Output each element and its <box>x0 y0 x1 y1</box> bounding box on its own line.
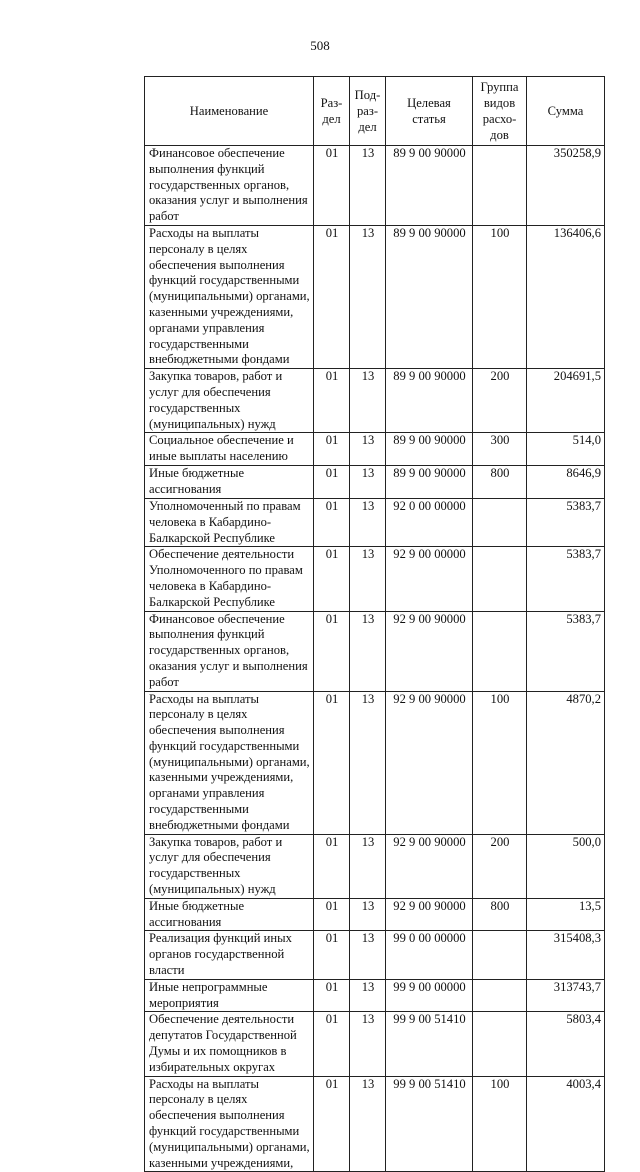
header-name: Наименование <box>145 77 314 146</box>
cell-subsection: 13 <box>350 931 386 979</box>
table-row <box>145 691 605 834</box>
table-row <box>145 979 605 1012</box>
header-subsection: Под- раз- дел <box>350 77 386 146</box>
table-row <box>145 466 605 499</box>
cell-group <box>473 611 527 691</box>
header-row <box>145 77 605 146</box>
cell-section: 01 <box>314 898 350 931</box>
cell-sum: 500,0 <box>527 834 605 898</box>
cell-subsection: 13 <box>350 611 386 691</box>
header-section: Раз- дел <box>314 77 350 146</box>
table-row <box>145 931 605 979</box>
cell-subsection: 13 <box>350 146 386 226</box>
cell-sum: 5803,4 <box>527 1012 605 1076</box>
cell-subsection: 13 <box>350 498 386 546</box>
cell-name: Обеспечение деятельности депутатов Государственной Думы и их помощников в избирательных округах <box>145 1012 314 1076</box>
cell-target: 92 0 00 00000 <box>386 498 473 546</box>
cell-group: 300 <box>473 433 527 466</box>
cell-target: 99 9 00 51410 <box>386 1012 473 1076</box>
cell-target: 92 9 00 90000 <box>386 691 473 834</box>
cell-subsection: 13 <box>350 369 386 433</box>
table-row <box>145 225 605 368</box>
cell-subsection: 13 <box>350 834 386 898</box>
page-number: 508 <box>310 38 330 53</box>
cell-group: 100 <box>473 225 527 368</box>
table-row <box>145 1012 605 1076</box>
cell-name: Расходы на выплаты персоналу в целях обеспечения выполнения функций государственными (муниципальными) органами, казенными учреждениями, <box>145 1076 314 1172</box>
cell-sum: 4870,2 <box>527 691 605 834</box>
cell-sum: 204691,5 <box>527 369 605 433</box>
cell-target: 89 9 00 90000 <box>386 146 473 226</box>
table-row <box>145 898 605 931</box>
cell-section: 01 <box>314 466 350 499</box>
cell-section: 01 <box>314 547 350 611</box>
cell-name: Закупка товаров, работ и услуг для обеспечения государственных (муниципальных) нужд <box>145 834 314 898</box>
cell-target: 92 9 00 90000 <box>386 898 473 931</box>
cell-group <box>473 547 527 611</box>
cell-name: Иные непрограммные мероприятия <box>145 979 314 1012</box>
cell-group <box>473 931 527 979</box>
cell-target: 99 9 00 51410 <box>386 1076 473 1172</box>
cell-group <box>473 146 527 226</box>
cell-subsection: 13 <box>350 691 386 834</box>
cell-subsection: 13 <box>350 1012 386 1076</box>
cell-sum: 313743,7 <box>527 979 605 1012</box>
cell-name: Социальное обеспечение и иные выплаты населению <box>145 433 314 466</box>
cell-sum: 5383,7 <box>527 611 605 691</box>
cell-sum: 136406,6 <box>527 225 605 368</box>
cell-group: 800 <box>473 466 527 499</box>
cell-target: 89 9 00 90000 <box>386 369 473 433</box>
table-row <box>145 498 605 546</box>
header-sum: Сумма <box>527 77 605 146</box>
cell-section: 01 <box>314 1012 350 1076</box>
cell-subsection: 13 <box>350 225 386 368</box>
cell-section: 01 <box>314 146 350 226</box>
cell-subsection: 13 <box>350 547 386 611</box>
cell-sum: 13,5 <box>527 898 605 931</box>
cell-sum: 5383,7 <box>527 498 605 546</box>
cell-sum: 514,0 <box>527 433 605 466</box>
cell-sum: 8646,9 <box>527 466 605 499</box>
cell-group <box>473 498 527 546</box>
cell-group <box>473 979 527 1012</box>
cell-group: 100 <box>473 1076 527 1172</box>
cell-name: Обеспечение деятельности Уполномоченного по правам человека в Кабардино-Балкарской Республике <box>145 547 314 611</box>
cell-group <box>473 1012 527 1076</box>
header-group: Группа видов расхо- дов <box>473 77 527 146</box>
cell-section: 01 <box>314 611 350 691</box>
cell-name: Уполномоченный по правам человека в Кабардино-Балкарской Республике <box>145 498 314 546</box>
cell-name: Расходы на выплаты персоналу в целях обеспечения выполнения функций государственными (муниципальными) органами, казенными учреждениями, органами управления государственными внебюджетными фондами <box>145 691 314 834</box>
cell-sum: 315408,3 <box>527 931 605 979</box>
cell-section: 01 <box>314 1076 350 1172</box>
cell-subsection: 13 <box>350 466 386 499</box>
cell-subsection: 13 <box>350 898 386 931</box>
table-row <box>145 369 605 433</box>
cell-section: 01 <box>314 691 350 834</box>
cell-name: Финансовое обеспечение выполнения функций государственных органов, оказания услуг и выполнения работ <box>145 611 314 691</box>
cell-target: 92 9 00 90000 <box>386 834 473 898</box>
cell-section: 01 <box>314 834 350 898</box>
budget-table <box>144 76 605 1172</box>
table-row <box>145 433 605 466</box>
cell-subsection: 13 <box>350 433 386 466</box>
cell-sum: 350258,9 <box>527 146 605 226</box>
cell-target: 99 0 00 00000 <box>386 931 473 979</box>
cell-target: 99 9 00 00000 <box>386 979 473 1012</box>
cell-section: 01 <box>314 225 350 368</box>
table-row <box>145 1076 605 1172</box>
table-row <box>145 834 605 898</box>
table-row <box>145 146 605 226</box>
cell-target: 89 9 00 90000 <box>386 466 473 499</box>
cell-target: 92 9 00 90000 <box>386 611 473 691</box>
cell-subsection: 13 <box>350 1076 386 1172</box>
table-row <box>145 547 605 611</box>
header-target: Целевая статья <box>386 77 473 146</box>
cell-section: 01 <box>314 369 350 433</box>
cell-group: 100 <box>473 691 527 834</box>
cell-name: Реализация функций иных органов государственной власти <box>145 931 314 979</box>
cell-group: 200 <box>473 834 527 898</box>
cell-group: 200 <box>473 369 527 433</box>
cell-section: 01 <box>314 498 350 546</box>
cell-group: 800 <box>473 898 527 931</box>
cell-name: Иные бюджетные ассигнования <box>145 898 314 931</box>
cell-section: 01 <box>314 979 350 1012</box>
cell-name: Финансовое обеспечение выполнения функций государственных органов, оказания услуг и выполнения работ <box>145 146 314 226</box>
cell-name: Расходы на выплаты персоналу в целях обеспечения выполнения функций государственными (муниципальными) органами, казенными учреждениями, органами управления государственными внебюджетными фондами <box>145 225 314 368</box>
cell-target: 89 9 00 90000 <box>386 433 473 466</box>
cell-name: Закупка товаров, работ и услуг для обеспечения государственных (муниципальных) нужд <box>145 369 314 433</box>
cell-section: 01 <box>314 931 350 979</box>
table-row <box>145 611 605 691</box>
cell-sum: 4003,4 <box>527 1076 605 1172</box>
cell-sum: 5383,7 <box>527 547 605 611</box>
cell-section: 01 <box>314 433 350 466</box>
cell-name: Иные бюджетные ассигнования <box>145 466 314 499</box>
cell-subsection: 13 <box>350 979 386 1012</box>
cell-target: 92 9 00 00000 <box>386 547 473 611</box>
cell-target: 89 9 00 90000 <box>386 225 473 368</box>
